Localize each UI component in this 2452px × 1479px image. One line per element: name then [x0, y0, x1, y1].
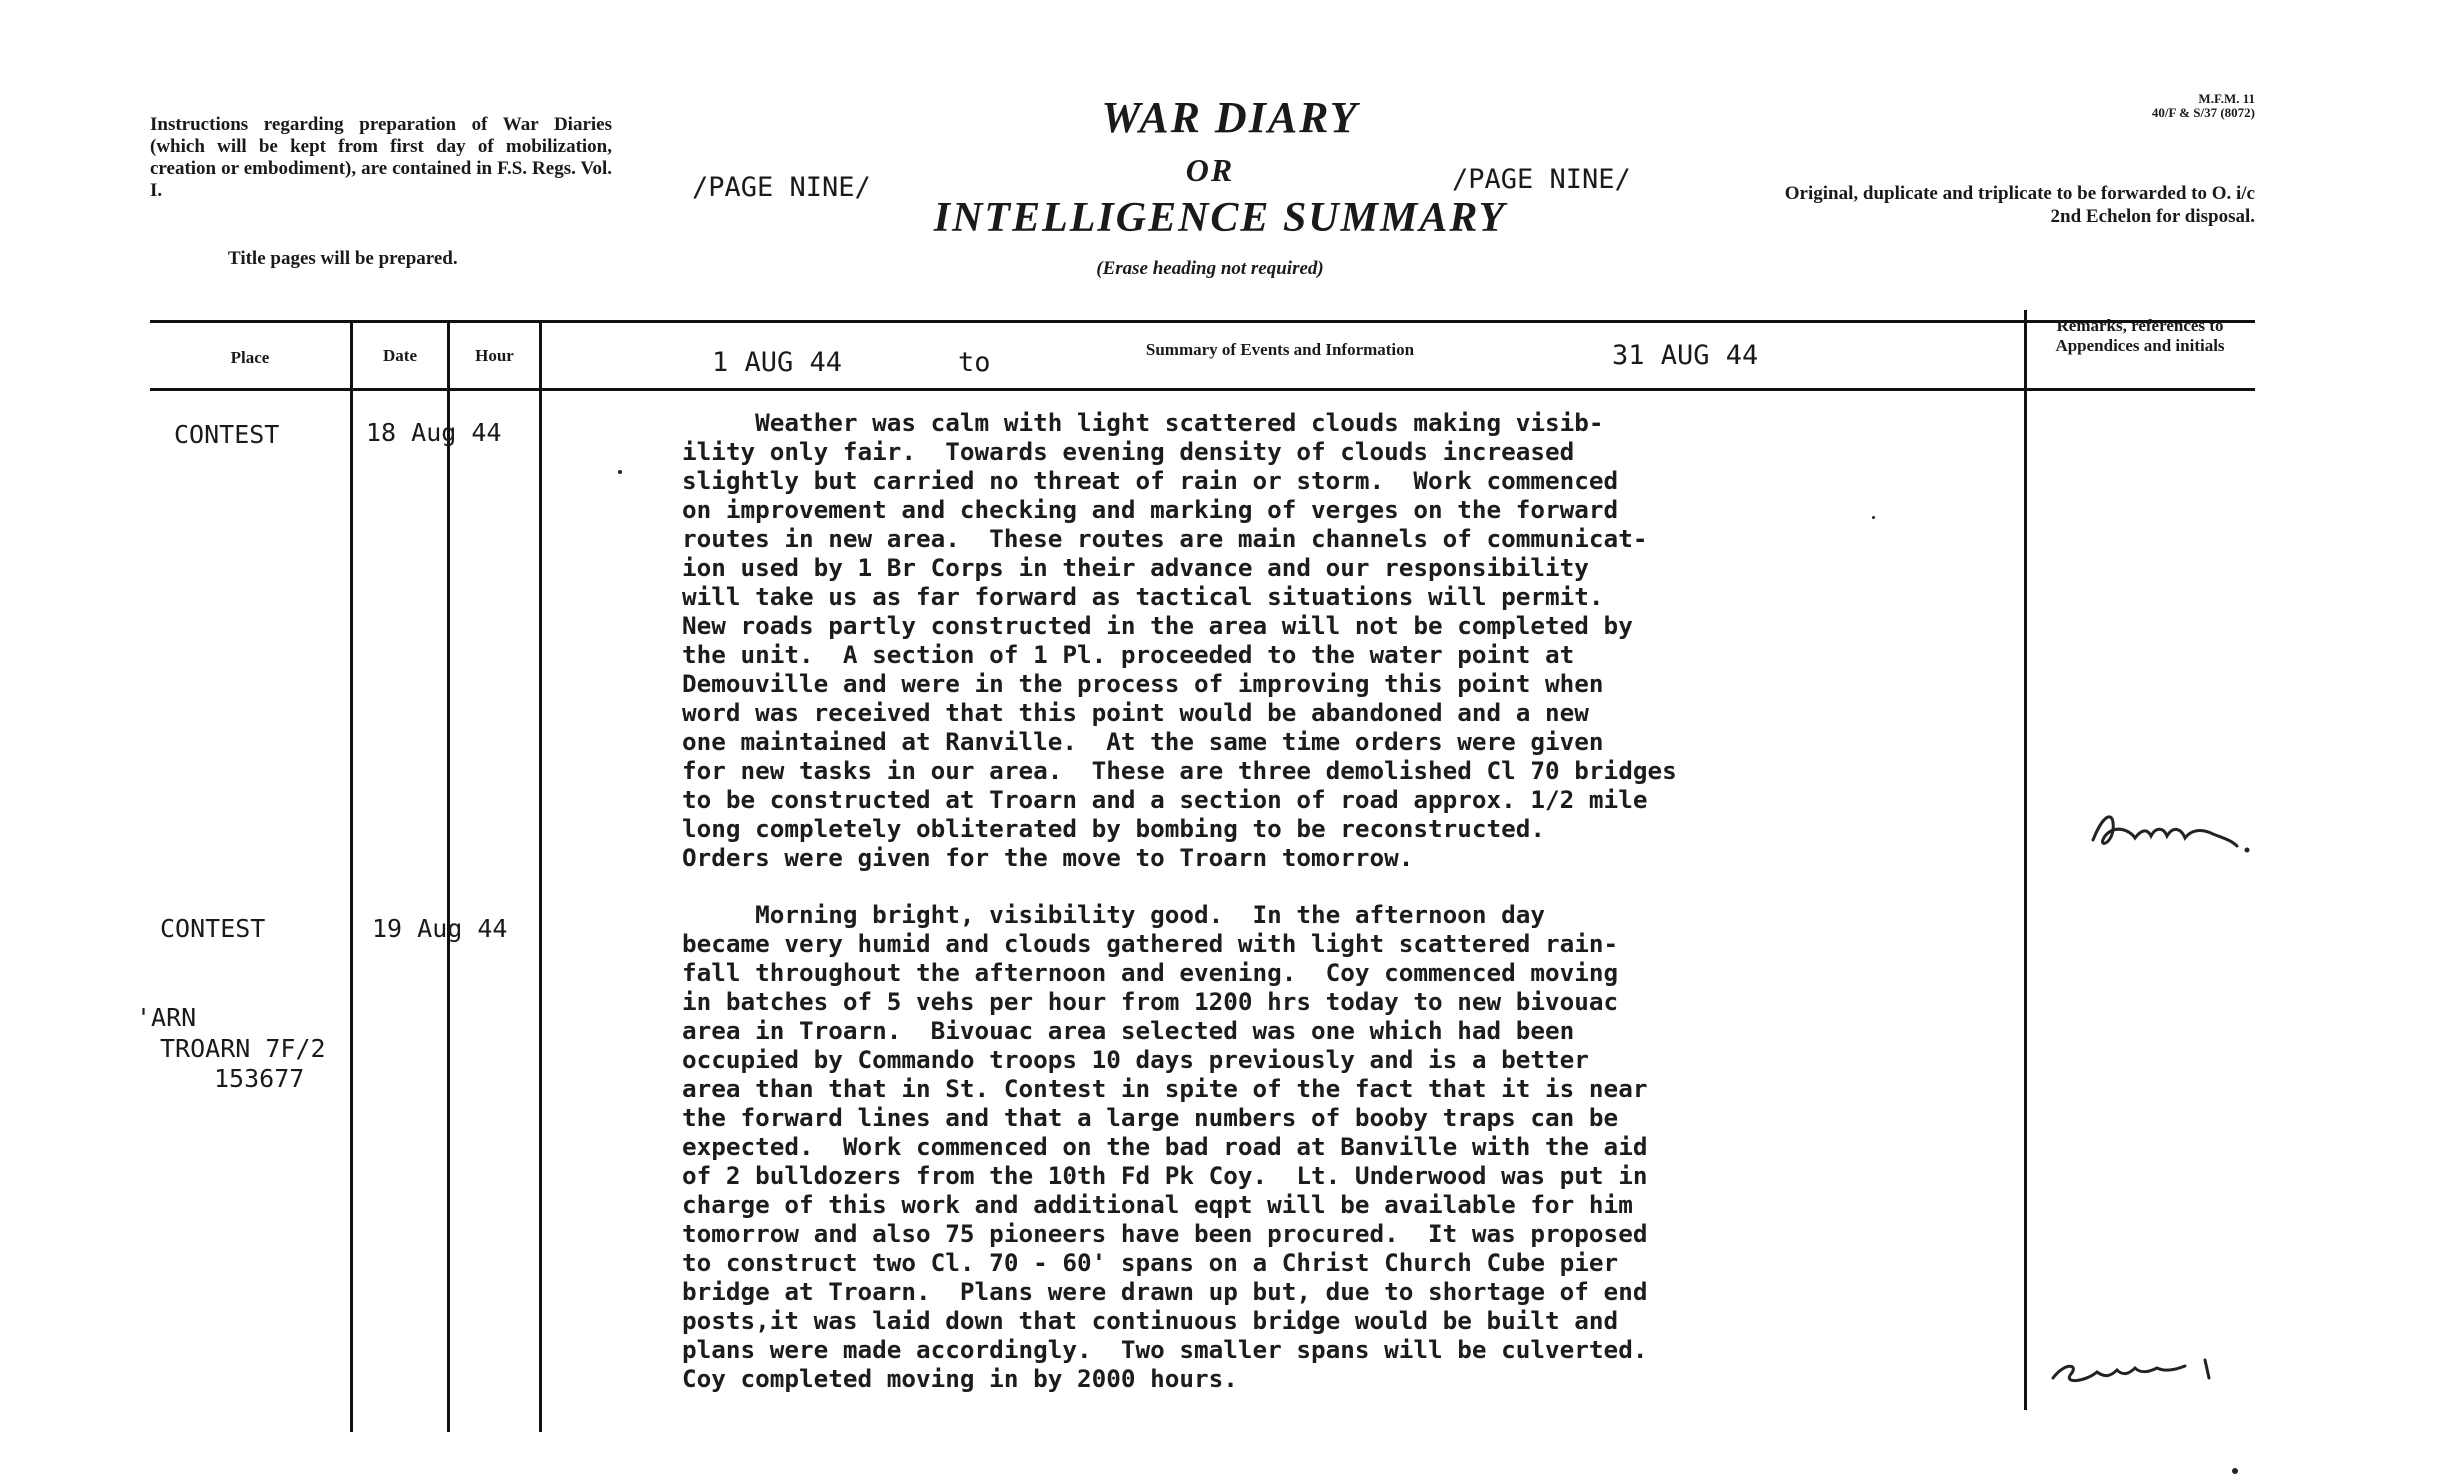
- entry-2-summary: [682, 900, 1647, 1393]
- entry-2-line: the forward lines and that a large numbers of booby traps can be: [682, 1103, 1619, 1132]
- column-header-summary: Summary of Events and Information: [1145, 340, 1415, 359]
- summary-to: to: [958, 347, 991, 378]
- page-number-right: /PAGE NINE/: [1452, 164, 1631, 195]
- entry-1-line: long completely obliterated by bombing to be reconstructed.: [682, 814, 1546, 843]
- entry-1-line: on improvement and checking and marking of verges on the forward: [682, 495, 1619, 524]
- summary-to-date: 31 AUG 44: [1612, 340, 1759, 371]
- entry-2-line: tomorrow and also 75 pioneers have been procured. It was proposed: [682, 1219, 1648, 1248]
- entry-2-line: fall throughout the afternoon and evening. Coy commenced moving: [682, 958, 1619, 987]
- entry-1-line: ion used by 1 Br Corps in their advance and our responsibility: [682, 553, 1589, 582]
- entry-2-line: occupied by Commando troops 10 days previously and is a better: [682, 1045, 1589, 1074]
- entry-1-line: routes in new area. These routes are main channels of communicat-: [682, 524, 1648, 553]
- column-header-remarks: Remarks, references to Appendices and initials: [2055, 316, 2225, 355]
- entry-1-line: will take us as far forward as tactical situations will permit.: [682, 582, 1604, 611]
- print-speck: [1872, 516, 1875, 519]
- table-header-rule: [150, 388, 2255, 391]
- entry-2-line: became very humid and clouds gathered with light scattered rain-: [682, 929, 1619, 958]
- entry-2-place: CONTEST: [160, 914, 266, 943]
- form-code-line-1: M.F.M. 11: [2198, 91, 2255, 106]
- title-or: OR: [1185, 152, 1235, 188]
- column-divider-summary-remarks: [2024, 310, 2027, 1410]
- entry-2-line: area in Troarn. Bivouac area selected was one which had been: [682, 1016, 1575, 1045]
- entry-1-line: Orders were given for the move to Troarn tomorrow.: [682, 843, 1414, 872]
- entry-2-line: charge of this work and additional eqpt will be available for him: [682, 1190, 1633, 1219]
- initials-signature-2: [2045, 1342, 2235, 1392]
- entry-2-line: to construct two Cl. 70 - 60' spans on a Christ Church Cube pier: [682, 1248, 1619, 1277]
- entry-2-line: of 2 bulldozers from the 10th Fd Pk Coy. Lt. Underwood was put in: [682, 1161, 1648, 1190]
- entry-1-line: to be constructed at Troarn and a section of road approx. 1/2 mile: [682, 785, 1648, 814]
- column-header-date: Date: [383, 346, 417, 365]
- column-divider-date-hour: [447, 320, 450, 1432]
- entry-1-line: the unit. A section of 1 Pl. proceeded to the water point at: [682, 640, 1575, 669]
- entry-2-place-extra-2: TROARN 7F/2: [160, 1034, 326, 1063]
- title-pages-note: Title pages will be prepared.: [228, 248, 458, 269]
- column-divider-place-date: [350, 320, 353, 1432]
- entry-2-line: posts,it was laid down that continuous bridge would be built and: [682, 1306, 1619, 1335]
- entry-2-line: Morning bright, visibility good. In the afternoon day: [682, 900, 1546, 929]
- entry-1-line: for new tasks in our area. These are three demolished Cl 70 bridges: [682, 756, 1677, 785]
- original-distribution-note: Original, duplicate and triplicate to be forwarded to O. i/c 2nd Echelon for disposal.: [1784, 183, 2255, 227]
- entry-2-line: area than that in St. Contest in spite of the fact that it is near: [682, 1074, 1648, 1103]
- print-speck: [2232, 1468, 2238, 1474]
- title-war-diary: WAR DIARY: [1101, 93, 1359, 142]
- entry-1-date: 18 Aug 44: [366, 418, 502, 447]
- entry-1-line: Weather was calm with light scattered clouds making visib-: [682, 408, 1604, 437]
- column-header-hour: Hour: [475, 346, 514, 365]
- form-code-line-2: 40/F & S/37 (8072): [2151, 105, 2255, 120]
- entry-2-line: bridge at Troarn. Plans were drawn up but, due to shortage of end: [682, 1277, 1648, 1306]
- table-top-rule: [150, 320, 2255, 323]
- entry-1-line: ility only fair. Towards evening density of clouds increased: [682, 437, 1575, 466]
- initials-signature-1: [2085, 800, 2255, 860]
- entry-1-line: New roads partly constructed in the area will not be completed by: [682, 611, 1633, 640]
- entry-1-line: one maintained at Ranville. At the same time orders were given: [682, 727, 1604, 756]
- entry-1-line: word was received that this point would be abandoned and a new: [682, 698, 1589, 727]
- entry-1-summary: [682, 408, 1677, 872]
- entry-2-place-extra-1: 'ARN: [136, 1003, 197, 1032]
- page-number-left: /PAGE NINE/: [692, 172, 871, 203]
- entry-2-line: plans were made accordingly. Two smaller spans will be culverted.: [682, 1335, 1648, 1364]
- title-intelligence-summary: INTELLIGENCE SUMMARY: [933, 195, 1507, 241]
- entry-2-date: 19 Aug 44: [372, 914, 508, 943]
- entry-2-place-extra-3: 153677: [214, 1064, 305, 1093]
- entry-1-line: Demouville and were in the process of improving this point when: [682, 669, 1604, 698]
- entry-2-line: Coy completed moving in by 2000 hours.: [682, 1364, 1238, 1393]
- column-divider-hour-summary: [539, 320, 542, 1432]
- print-speck: [618, 470, 622, 474]
- erase-heading-note: (Erase heading not required): [1096, 258, 1324, 279]
- instructions-note: Instructions regarding preparation of War Diaries (which will be kept from first day of mobilization, creation or embodiment), are contained in F.S. Regs. Vol. I.: [150, 114, 612, 201]
- summary-from-date: 1 AUG 44: [712, 347, 843, 378]
- entry-1-place: CONTEST: [174, 420, 280, 449]
- form-code: [2080, 92, 2255, 120]
- entry-1-line: slightly but carried no threat of rain or storm. Work commenced: [682, 466, 1619, 495]
- column-header-place: Place: [230, 348, 270, 367]
- entry-2-line: in batches of 5 vehs per hour from 1200 hrs today to new bivouac: [682, 987, 1619, 1016]
- entry-2-line: expected. Work commenced on the bad road at Banville with the aid: [682, 1132, 1648, 1161]
